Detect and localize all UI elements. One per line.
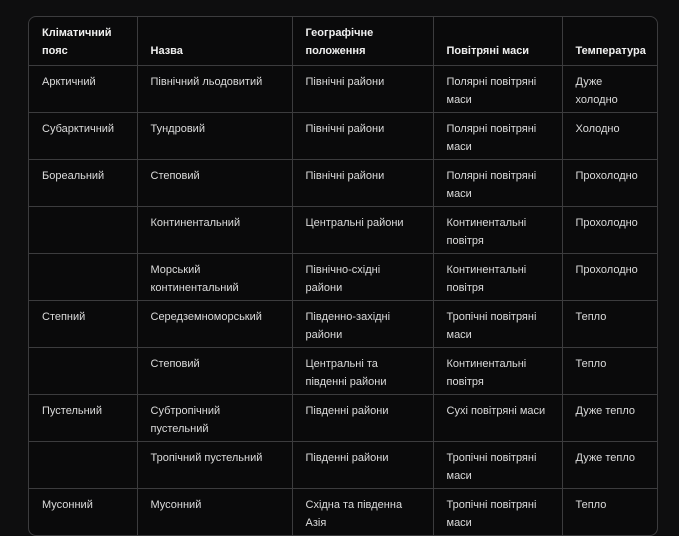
cell-name: Морський континентальний: [137, 254, 292, 301]
table-header-row: [29, 17, 657, 66]
cell-temperature: Прохолодно: [562, 160, 657, 207]
cell-name: Степовий: [137, 348, 292, 395]
cell-name: Середземноморський: [137, 301, 292, 348]
cell-air-masses: Сухі повітряні маси: [433, 395, 562, 442]
cell-name: Тропічний пустельний: [137, 442, 292, 489]
cell-name: Континентальний: [137, 207, 292, 254]
cell-temperature: Дуже тепло: [562, 442, 657, 489]
cell-name: Мусонний: [137, 489, 292, 536]
cell-geographic-position: Центральні та південні райони: [292, 348, 433, 395]
cell-air-masses: Полярні повітряні маси: [433, 160, 562, 207]
cell-name: Степовий: [137, 160, 292, 207]
cell-temperature: Прохолодно: [562, 207, 657, 254]
table-row: [29, 442, 657, 489]
cell-geographic-position: Північні райони: [292, 66, 433, 113]
cell-air-masses: Полярні повітряні маси: [433, 113, 562, 160]
cell-climate-zone: [29, 442, 137, 489]
cell-temperature: Тепло: [562, 301, 657, 348]
cell-geographic-position: Південні райони: [292, 395, 433, 442]
cell-climate-zone: Степний: [29, 301, 137, 348]
cell-air-masses: Полярні повітряні маси: [433, 66, 562, 113]
column-header-air-masses: Повітряні маси: [433, 17, 562, 66]
cell-climate-zone: Мусонний: [29, 489, 137, 536]
cell-air-masses: Континентальні повітря: [433, 207, 562, 254]
cell-temperature: Холодно: [562, 113, 657, 160]
table-row: [29, 489, 657, 536]
cell-temperature: Прохолодно: [562, 254, 657, 301]
cell-name: Тундровий: [137, 113, 292, 160]
cell-geographic-position: Південні райони: [292, 442, 433, 489]
climate-table-container: [28, 16, 658, 536]
cell-climate-zone: Бореальний: [29, 160, 137, 207]
cell-air-masses: Тропічні повітряні маси: [433, 442, 562, 489]
cell-air-masses: Тропічні повітряні маси: [433, 301, 562, 348]
climate-table: [29, 17, 657, 535]
cell-temperature: Тепло: [575, 499, 607, 511]
cell-climate-zone: [29, 254, 137, 301]
table-row: [29, 254, 657, 301]
cell-air-masses: Тропічні повітряні маси: [433, 489, 562, 536]
table-row: [29, 207, 657, 254]
cell-name: Північний льодовитий: [137, 66, 292, 113]
cell-climate-zone: Пустельний: [29, 395, 137, 442]
cell-climate-zone: [29, 348, 137, 395]
column-header-geographic-position: Географічне положення: [292, 17, 433, 66]
cell-geographic-position: Східна та південна Азія: [292, 489, 433, 536]
cell-geographic-position: Північні райони: [292, 160, 433, 207]
cell-geographic-position: Центральні райони: [292, 207, 433, 254]
column-header-temperature: Температура: [562, 17, 657, 66]
cell-air-masses: Континентальні повітря: [433, 348, 562, 395]
cell-air-masses: Континентальні повітря: [433, 254, 562, 301]
table-row: [29, 113, 657, 160]
column-header-name: Назва: [137, 17, 292, 66]
cell-climate-zone: [29, 207, 137, 254]
cell-geographic-position: Південно-західні райони: [292, 301, 433, 348]
cell-climate-zone: Арктичний: [29, 66, 137, 113]
table-row: [29, 160, 657, 207]
cell-name: Субтропічний пустельний: [137, 395, 292, 442]
table-row: [29, 66, 657, 113]
table-row: [29, 395, 657, 442]
cell-geographic-position: Північні райони: [292, 113, 433, 160]
cell-temperature: Дуже холодно: [562, 66, 657, 113]
cell-geographic-position: Північно-східні райони: [292, 254, 433, 301]
table-row: [29, 301, 657, 348]
cell-temperature: Дуже тепло: [562, 395, 657, 442]
cell-temperature: Тепло: [562, 348, 657, 395]
column-header-climate-zone: Кліматичний пояс: [29, 17, 137, 66]
cell-climate-zone: Субарктичний: [29, 113, 137, 160]
table-row: [29, 348, 657, 395]
